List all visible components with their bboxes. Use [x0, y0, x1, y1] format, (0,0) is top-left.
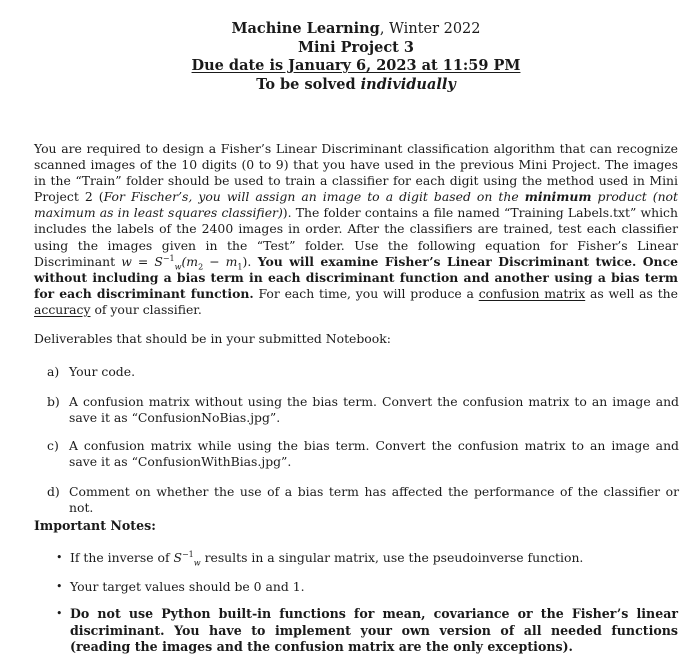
- course-term: , Winter 2022: [379, 21, 481, 37]
- item-text: A confusion matrix without using the bias term. Convert the confusion matrix to an image and save it as “ConfusionNoBias.jpg”.: [69, 394, 679, 425]
- bullet-icon: •: [56, 551, 63, 564]
- confusion-matrix-link[interactable]: confusion matrix: [478, 285, 586, 301]
- intro-text-8: as well as the: [585, 285, 678, 301]
- bullet-icon: •: [56, 580, 63, 593]
- note-1-pre: If the inverse of: [70, 550, 174, 565]
- note-text: [70, 550, 678, 567]
- due-date: Due date is January 6, 2023 at 11:59 PM: [191, 57, 521, 74]
- equation-m2: (m: [181, 253, 199, 269]
- note-text: Your target values should be 0 and 1.: [70, 579, 305, 594]
- item-label: d): [47, 484, 60, 499]
- equation-w: w: [121, 253, 132, 269]
- equation-sub-w: w: [174, 262, 182, 272]
- note-1-sup: −1: [181, 549, 194, 559]
- item-label: a): [47, 364, 60, 379]
- item-label: c): [47, 438, 59, 453]
- intro-text-2: For Fischer’s, you will assign an image to a digit based on the: [103, 189, 525, 205]
- intro-text-9: of your classifier.: [90, 301, 202, 317]
- note-pseudoinverse: [56, 550, 678, 567]
- equation-sup: −1: [162, 253, 175, 263]
- item-text: Your code.: [69, 364, 136, 379]
- intro-text-7: For each time, you will produce a: [253, 285, 479, 301]
- course-name: Machine Learning: [231, 20, 380, 37]
- note-1-S: S: [173, 550, 182, 565]
- note-no-builtins: [56, 606, 678, 656]
- deliverables-title: Deliverables that should be in your submitted Notebook:: [34, 331, 391, 346]
- solve-individually: individually: [360, 75, 456, 93]
- note-1-sub: w: [193, 558, 201, 568]
- accuracy-link[interactable]: accuracy: [34, 301, 91, 317]
- equation-close: ).: [242, 253, 252, 269]
- note-1-post: results in a singular matrix, use the pseudoinverse function.: [200, 550, 584, 565]
- deliverable-item-c: [47, 438, 679, 470]
- deliverable-item-d: [47, 484, 679, 516]
- course-title: [0, 20, 700, 39]
- intro-text-4: product (not maximum as in least squares classifier): [34, 189, 678, 221]
- equation-sub-2: 2: [198, 262, 204, 272]
- intro-paragraph: [34, 141, 678, 318]
- equation-S: S: [154, 253, 163, 269]
- solve-note: [0, 76, 700, 95]
- equation-sub-1: 1: [237, 262, 243, 272]
- deliverable-item-a: [47, 364, 679, 380]
- intro-text-5: ). The folder contains a file named “Training Labels.txt” which includes the labels of the 2400 images in order. After the classifiers are trained, test each classifier using the images given in the “Test” folder. Use the following equation for Fisher’s Linear Discriminant: [34, 205, 678, 269]
- bullet-icon: •: [56, 607, 63, 620]
- deliverable-item-b: [47, 394, 679, 426]
- important-notes-title: Important Notes:: [34, 518, 156, 533]
- note-target-values: [56, 579, 678, 596]
- item-label: b): [47, 394, 60, 409]
- project-title: Mini Project 3: [297, 38, 414, 56]
- document-header: [0, 20, 700, 94]
- intro-text-1: You are required to design a Fisher’s Linear Discriminant classification algorithm that can recognize scanned images of the 10 digits (0 to 9) that you have used in the previous Mini Project. The images in the “Train” folder should be used to train a classifier for each digit using the method used in Mini Project 2 (: [34, 141, 678, 205]
- solve-prefix: To be solved: [256, 75, 361, 93]
- item-text: Comment on whether the use of a bias term has affected the performance of the classifier or not.: [69, 484, 679, 515]
- equation-minus-m1: − m: [203, 253, 238, 269]
- item-text: A confusion matrix while using the bias term. Convert the confusion matrix to an image and save it as “ConfusionWithBias.jpg”.: [69, 438, 679, 469]
- note-text: Do not use Python built-in functions for mean, covariance or the Fisher’s linear discriminant. You have to implement your own version of all needed functions (reading the images and the confusion matrix are the only exceptions).: [70, 606, 678, 654]
- equation-equals: =: [131, 253, 155, 269]
- intro-minimum: minimum: [524, 189, 592, 205]
- intro-bold-instruction: You will examine Fisher’s Linear Discriminant twice. Once without including a bias term in each discriminant function and another using a bias term for each discriminant function.: [34, 253, 678, 301]
